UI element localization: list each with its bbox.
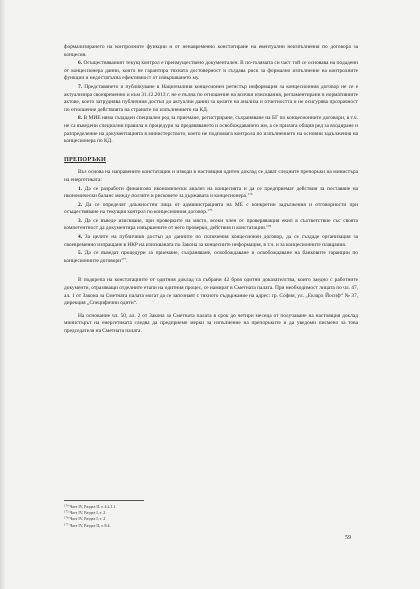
footnote-number: 175 bbox=[64, 509, 69, 514]
finding-8-text: В МИЕ няма създаден специален ред за приемане, регистриране, съхраняване на БГ по концесионните договори, в т.ч. не са въведени специални правила и процедури за предявяването и освобождаването им, а се прилага общия ред за входиране и разпределение на документацията в министерството, което не подпомага контрола по изпълнението на основни задължения на концесионера по КД. bbox=[64, 115, 358, 145]
closing-evidence-paragraph: В подкрепа на констатациите от одитния доклад са събрани 42 броя одитни доказателства, които заедно с работните документи, отразяващи отделните етапи на одитния процес, се намират в Сметната палата. При необходимост лицата по чл. 47, ал. 1 от Закона за Сметната палата могат да се запознаят с тяхното съдържание на адрес: гр. София, ул. „Екзарх Йосиф“ № 37, дирекция „Специфични одити“. bbox=[64, 277, 358, 307]
recommendation-5 bbox=[64, 250, 358, 265]
footnote-text: Част IV, Раздел I, т. 2 bbox=[68, 510, 106, 516]
recommendation-1-text: Да се разработи финансово икономически анализ на концесията и да се предприемат действия за поставяне на икономически баланс между ползите и рисковете за държавата и концесионера. bbox=[64, 185, 358, 200]
recommendation-4-text: За целите на публичния достъп до данните по сключения концесионен договор, да се създаде организация за своевременно изпращане в НКР на изискваната по Закона за концесиите информация, в т.ч. и за концесионните плащания. bbox=[64, 234, 358, 248]
recommendation-5-number: 5. bbox=[78, 250, 83, 257]
finding-8-number: 8. bbox=[78, 115, 83, 122]
finding-6 bbox=[64, 60, 358, 83]
footnote-separator bbox=[64, 500, 144, 501]
closing-deadline-paragraph: На основание чл. 50, ал. 2 от Закона за Сметната палата в срок до четири месеца от получаване на настоящия доклад министърът на енергетиката следва да предприеме мерки за изпълнение на препоръките и да уведоми писмено за това председателя на Сметната палата. bbox=[64, 312, 358, 334]
recommendation-2-number: 2. bbox=[78, 201, 83, 208]
page-edge-shadow bbox=[0, 0, 6, 589]
footnote-text: Част IV, Раздел I, т. 2 bbox=[68, 516, 106, 522]
recommendation-2-text: Да се определят длъжностни лица от администрацията на МЕ с конкретни задължения и отговорности при осъществяване на текущия контрол по концесионния договор. bbox=[64, 201, 358, 216]
footnote-ref-177[interactable]: 177 bbox=[121, 256, 127, 261]
paragraph-continuation: формализирането на контролните функции и от ненавременно констатиране на евентуални неизпълнения по договора за концесия. bbox=[64, 44, 358, 58]
recommendation-4 bbox=[64, 234, 358, 249]
recommendation-3-number: 3. bbox=[78, 217, 83, 224]
page-number: 59 bbox=[345, 535, 351, 541]
footnote-number: 174 bbox=[64, 503, 69, 508]
recommendations-intro: Въз основа на направените констатации и изводи в настоящия одитен доклад се дават следните препоръки на министъра на енергетиката: bbox=[64, 169, 358, 183]
recommendation-3 bbox=[64, 218, 358, 233]
recommendation-1 bbox=[64, 186, 358, 201]
recommendation-4-number: 4. bbox=[78, 234, 83, 241]
footnote-ref-175[interactable]: 175 bbox=[207, 208, 213, 213]
footnote-number: 176 bbox=[64, 515, 69, 520]
finding-6-text: Осъществяваният текущ контрол е преимуществено документален. В по-голямата си част той се основава на подадени от концесионера данни, които не гарантира тяхната достоверност и създава риск за формално изпълнение на контролните функции и недостатъчна ефективност от извършването му. bbox=[64, 60, 358, 82]
finding-7-number: 7. bbox=[78, 83, 83, 90]
finding-7-text: Представянето и публикуване в Националния концесионен регистър информация за концесионния договор не се е актуализира своевременно и към 31.12.2013 г. не е пълна по отношение на всички изисквания, регламентирани в нормативните актове, което затруднява публичния достъп до актуални данни за целите на анализа и отчетността и не осигурява прозрачност по отношение действията на страните по изпълнението на КД. bbox=[64, 83, 358, 113]
recommendation-5-text: Да се въведат процедури за приемане, съхраняване, освобождаване и освобождаване на банковите гаранции по концесионните договори bbox=[64, 250, 358, 264]
footnote-text: Част IV, Раздел II, т. 4.2.1.1. bbox=[68, 504, 117, 509]
recommendation-5-tail: . bbox=[126, 257, 128, 264]
footnote-ref-176[interactable]: 176 bbox=[266, 224, 272, 229]
recommendation-3-text: Да се въведе изискване, при проверките на място, всеки член от проверяващия екип в съответствие със своята компетентност да документира извършените от него проверки, действия и констатации. bbox=[64, 217, 358, 232]
footnotes bbox=[64, 500, 358, 529]
recommendation-1-number: 1. bbox=[78, 185, 83, 192]
finding-6-number: 6. bbox=[78, 60, 83, 67]
recommendations-heading: ПРЕПОРЪКИ bbox=[64, 155, 106, 163]
recommendation-2 bbox=[64, 202, 358, 217]
footnote-number: 177 bbox=[64, 522, 69, 527]
footnote-177 bbox=[64, 523, 358, 529]
footnote-ref-174[interactable]: 174 bbox=[247, 192, 253, 197]
finding-7 bbox=[64, 84, 358, 114]
footnote-text: Част IV, Раздел II, т. 8.4. bbox=[68, 522, 111, 528]
finding-8 bbox=[64, 115, 358, 145]
